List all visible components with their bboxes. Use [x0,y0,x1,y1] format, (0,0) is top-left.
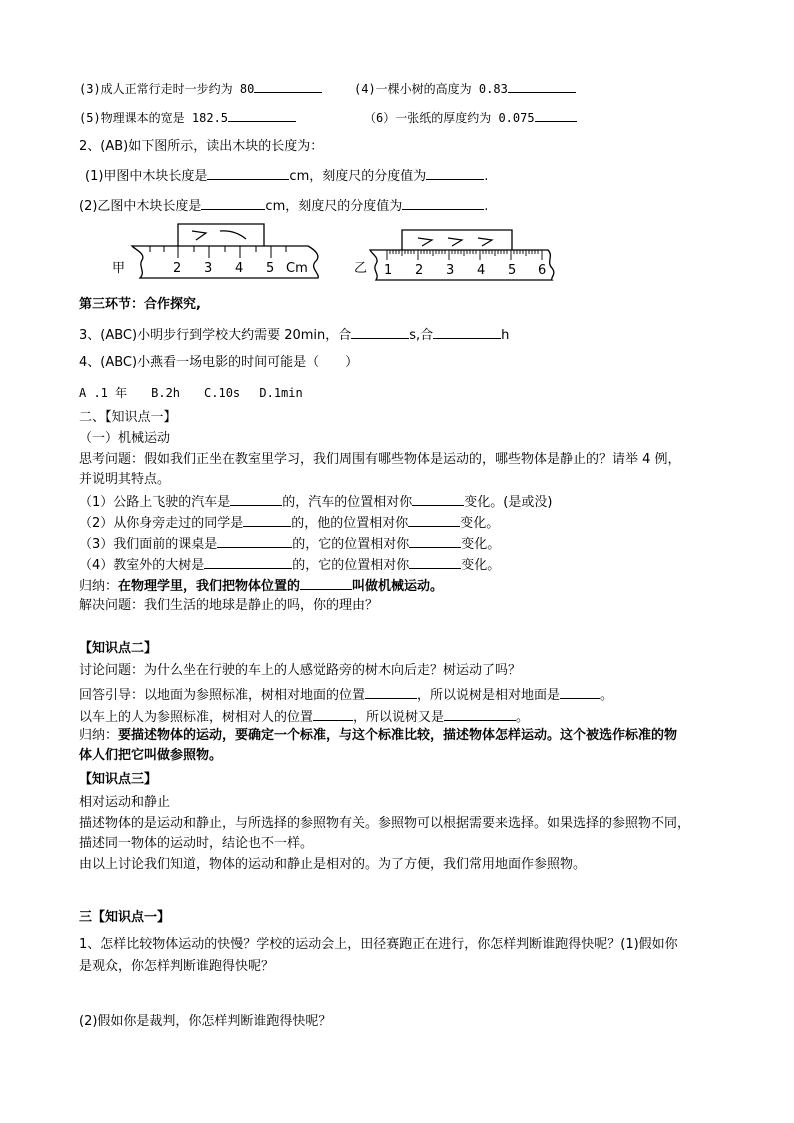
knowledge-point-2-heading: 【知识点二】 [79,641,158,656]
estimate-item-3: (3)成人正常行走时一步约为 80 [79,79,322,98]
ruler-tick-label: 4 [235,261,244,276]
answer-blank[interactable] [243,513,291,527]
ruler-tick-label: 3 [204,261,213,276]
q4-options: A .1 年 B.2h C.10s D.1min [79,386,303,400]
q3-line: 3、(ABC)小明步行到学校大约需要 20min，合 s,合 h [79,325,509,345]
answer-blank[interactable] [300,576,352,590]
answer-blank[interactable] [254,79,322,93]
answer-blank[interactable] [351,325,409,339]
ruler-label-yi: 乙 [354,261,368,276]
ruler-figure-jia [110,218,332,288]
answer-blank[interactable] [408,513,460,527]
ruler-unit: Cm [286,261,308,276]
relative-motion-title: 相对运动和静止 [79,795,171,810]
speed-question: 1、怎样比较物体运动的快慢？学校的运动会上，田径赛跑正在进行，你怎样判断谁跑得快呢？(1)假如你 [79,937,678,952]
answer-blank[interactable] [204,555,292,569]
answer-blank[interactable] [444,707,516,721]
motion-item-3: （3）我们面前的课桌是 的，它的位置相对你 变化。 [79,534,500,554]
q2-line-2: (2)乙图中木块长度是 cm，刻度尺的分度值为 . [79,196,488,216]
estimate-item-5: (5)物理课本的宽是 182.5 [79,108,296,127]
answer-guide: 回答引导：以地面为参照标准，树相对地面的位置 ，所以说树是相对地面是 。 [79,685,613,705]
answer-blank[interactable] [433,325,501,339]
answer-blank[interactable] [365,685,417,699]
ruler-label-jia: 甲 [112,261,126,276]
summary-reference-frame-cont: 体人们把它叫做参照物。 [79,748,223,763]
ruler-tick-label: 2 [173,261,182,276]
estimate-item-4: (4)一棵小树的高度为 0.83 [354,79,576,98]
summary-mechanical-motion: 归纳：在物理学里，我们把物体位置的 叫做机械运动。 [79,576,443,596]
answer-blank[interactable] [228,108,296,122]
motion-item-1: （1）公路上飞驶的汽车是 的，汽车的位置相对你 变化。(是或没) [79,492,552,512]
wooden-block [402,230,512,250]
solve-question: 解决问题：我们生活的地球是静止的吗，你的理由？ [79,598,379,613]
ruler-tick-label: 3 [446,263,455,278]
ruler-tick-label: 6 [538,263,547,278]
answer-blank[interactable] [508,79,576,93]
part3-heading: 三【知识点一】 [79,910,171,925]
relative-desc-cont: 描述同一物体的运动时，结论也不一样。 [79,836,314,851]
answer-blank[interactable] [426,166,484,180]
block-grain-marks [418,238,492,246]
q4-line: 4、(ABC)小燕看一场电影的时间可能是（ ） [79,355,359,370]
answer-blank[interactable] [535,108,577,122]
speed-question-part-2: (2)假如你是裁判，你怎样判断谁跑得快呢？ [79,1014,332,1029]
speed-question-cont: 是观众，你怎样判断谁跑得快呢？ [79,959,275,974]
answer-blank[interactable] [409,555,461,569]
answer-blank[interactable] [201,196,265,210]
ruler-tick-label: 5 [266,261,275,276]
discuss-question: 讨论问题：为什么坐在行驶的车上的人感觉路旁的树木向后走？树运动了吗？ [79,663,522,678]
block-grain-marks [192,231,246,240]
q2-title: 2、(AB)如下图所示，读出木块的长度为： [79,139,324,154]
section-heading: 第三环节：合作探究, [79,297,201,312]
answer-blank[interactable] [230,492,282,506]
part2-heading: 二、【知识点一】 [79,410,177,425]
relative-conclusion: 由以上讨论我们知道，物体的运动和静止是相对的。为了方便，我们常用地面作参照物。 [79,857,587,872]
think-question-cont: 并说明其特点。 [79,472,171,487]
answer-blank[interactable] [217,534,292,548]
wooden-block [178,224,264,246]
ruler-tick-label: 4 [477,263,486,278]
car-reference: 以车上的人为参照标准，树相对人的位置 ，所以说树又是 。 [79,707,529,727]
summary-reference-frame: 归纳：要描述物体的运动，要确定一个标准，与这个标准比较，描述物体怎样运动。这个被选作标准的物 [79,728,678,743]
motion-item-4: （4）教室外的大树是 的，它的位置相对你 变化。 [79,555,500,575]
q2-line-1: (1)甲图中木块长度是 cm，刻度尺的分度值为 . [85,166,488,186]
ruler-tick-label: 2 [415,263,424,278]
relative-desc: 描述物体的是运动和静止，与所选择的参照物有关。参照物可以根据需要来选择。如果选择的参照物不同， [79,816,691,831]
ruler-tick-label: 1 [384,263,393,278]
ruler-figure-yi [352,222,562,288]
think-question: 思考问题：假如我们正坐在教室里学习，我们周围有哪些物体是运动的，哪些物体是静止的？请举 4 例， [79,452,681,467]
answer-blank[interactable] [313,707,353,721]
answer-blank[interactable] [560,685,600,699]
subsection-title: （一）机械运动 [79,431,171,446]
knowledge-point-3-heading: 【知识点三】 [79,772,158,787]
answer-blank[interactable] [207,166,289,180]
answer-blank[interactable] [402,196,484,210]
ruler-tick-label: 5 [508,263,517,278]
answer-blank[interactable] [409,534,461,548]
motion-item-2: （2）从你身旁走过的同学是 的，他的位置相对你 变化。 [79,513,499,533]
answer-blank[interactable] [412,492,464,506]
estimate-item-6: （6）一张纸的厚度约为 0.075 [364,108,577,127]
